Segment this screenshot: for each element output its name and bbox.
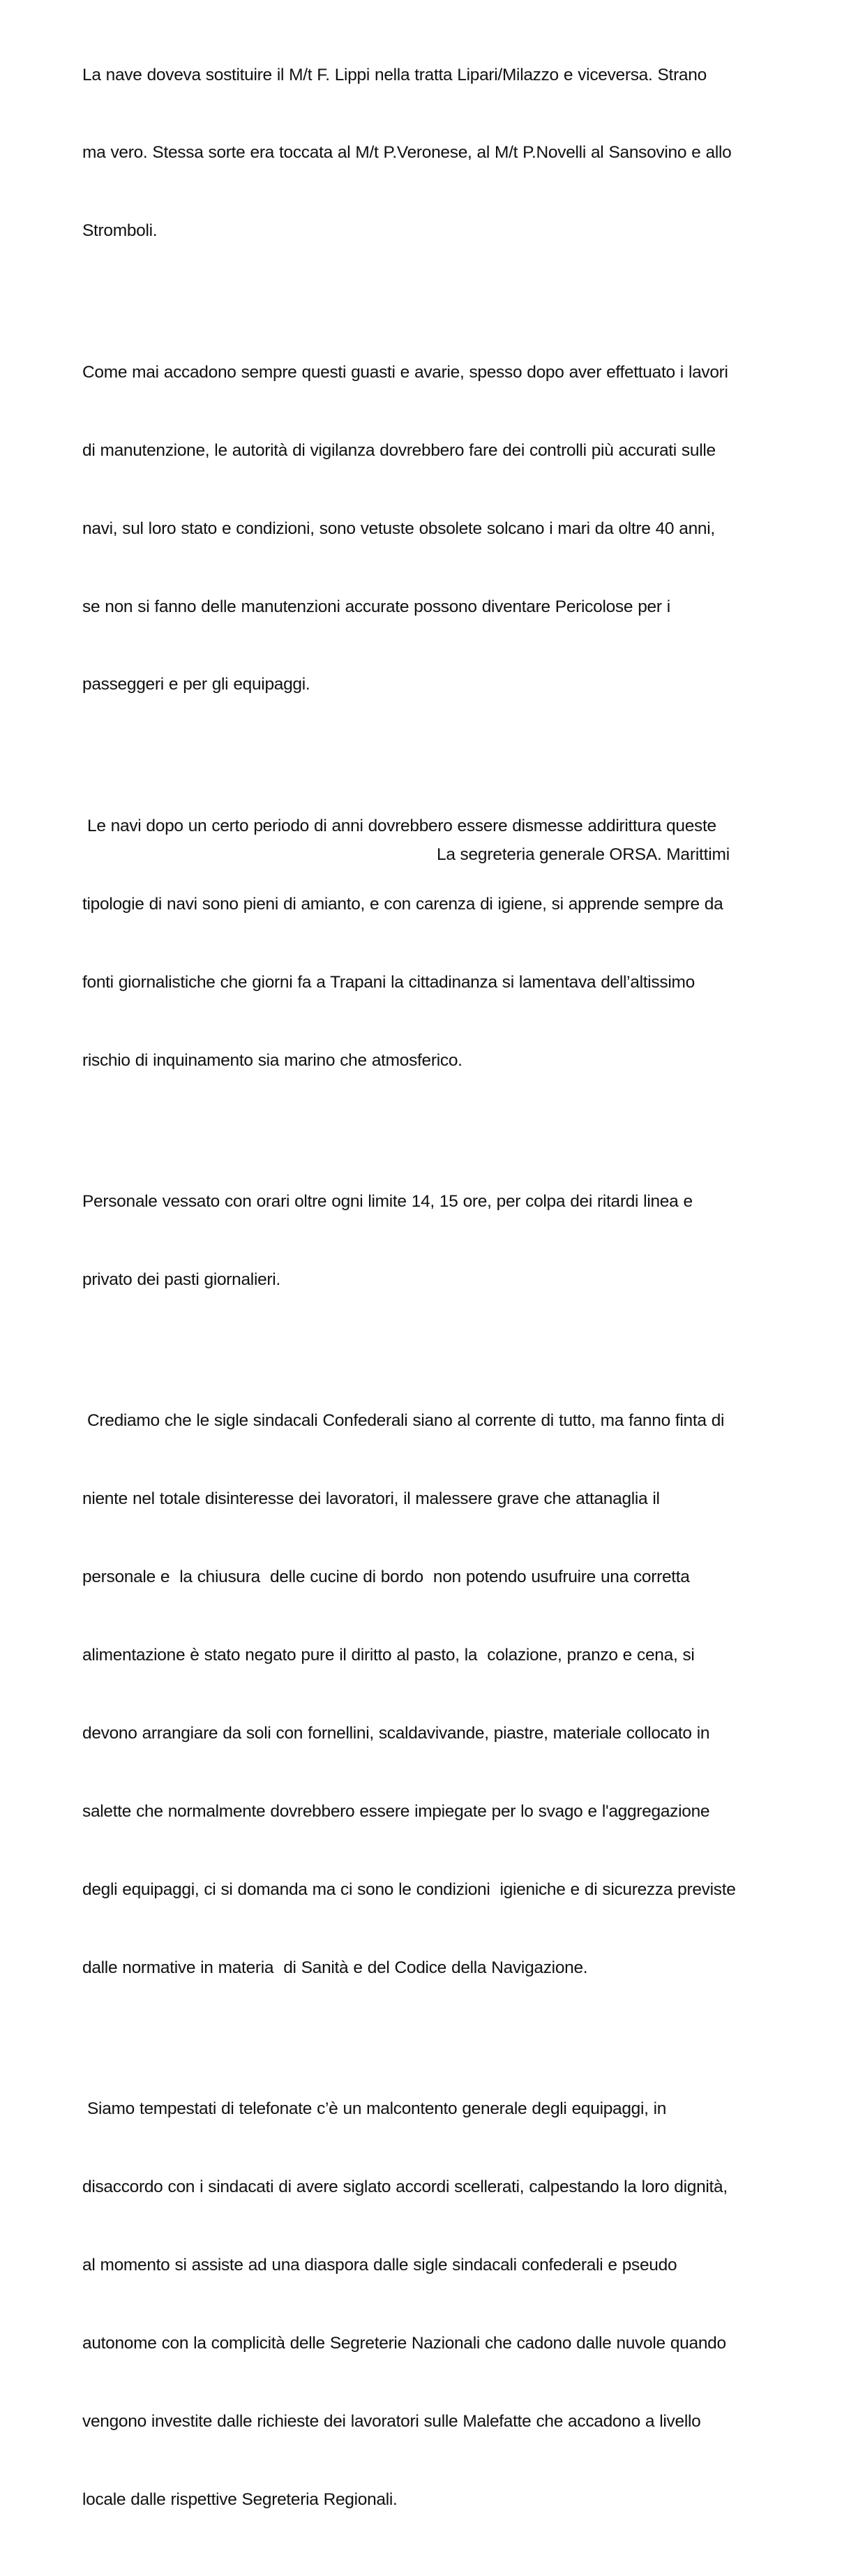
- text-line: degli equipaggi, ci si domanda ma ci sono le condizioni igieniche e di sicurezza previste: [82, 1879, 736, 1899]
- paragraph-decommission: [82, 761, 780, 1125]
- text-line: niente nel totale disinteresse dei lavoratori, il malessere grave che attanaglia il: [82, 1489, 660, 1509]
- signature: La segreteria generale ORSA. Marittimi: [437, 845, 730, 864]
- paragraph-discontent: [82, 2044, 780, 2565]
- paragraph-maintenance: [82, 307, 780, 750]
- text-line: locale dalle rispettive Segreteria Regionali.: [82, 2489, 398, 2509]
- text-line: navi, sul loro stato e condizioni, sono vetuste obsolete solcano i mari da oltre 40 anni,: [82, 519, 715, 538]
- text-line: personale e la chiusura delle cucine di bordo non potendo usufruire una corretta: [82, 1568, 690, 1587]
- text-line: La nave doveva sostituire il M/t F. Lippi nella tratta Lipari/Milazzo e viceversa. Strano: [82, 65, 707, 84]
- text-line: ma vero. Stessa sorte era toccata al M/t P.Veronese, al M/t P.Novelli al Sansovino e allo: [82, 143, 732, 163]
- text-line: se non si fanno delle manutenzioni accurate possono diventare Pericolose per i: [82, 597, 670, 616]
- paragraph-working-hours: [82, 1136, 780, 1344]
- text-line: disaccordo con i sindacati di avere siglato accordi scellerati, calpestando la loro dignità,: [82, 2177, 728, 2197]
- text-line: di manutenzione, le autorità di vigilanza dovrebbero fare dei controlli più accurati sulle: [82, 440, 716, 460]
- text-line: Stromboli.: [82, 221, 158, 241]
- text-line: privato dei pasti giornalieri.: [82, 1270, 280, 1289]
- document-body: [82, 10, 780, 2576]
- text-line: Crediamo che le sigle sindacali Confederali siano al corrente di tutto, ma fanno finta di: [82, 1411, 725, 1431]
- text-line: Personale vessato con orari oltre ogni limite 14, 15 ore, per colpa dei ritardi linea e: [82, 1192, 693, 1212]
- text-line: tipologie di navi sono pieni di amianto, e con carenza di igiene, si apprende sempre da: [82, 894, 723, 914]
- paragraph-ship-replacement: [82, 10, 780, 296]
- text-line: passeggeri e per gli equipaggi.: [82, 675, 310, 694]
- text-line: vengono investite dalle richieste dei lavoratori sulle Malefatte che accadono a livello: [82, 2411, 701, 2431]
- text-line: salette che normalmente dovrebbero essere impiegate per lo svago e l'aggregazione: [82, 1801, 710, 1821]
- text-line: al momento si assiste ad una diaspora dalle sigle sindacali confederali e pseudo: [82, 2255, 677, 2275]
- text-line: fonti giornalistiche che giorni fa a Trapani la cittadinanza si lamentava dell’altissimo: [82, 972, 695, 992]
- text-line: rischio di inquinamento sia marino che atmosferico.: [82, 1050, 462, 1070]
- text-line: Come mai accadono sempre questi guasti e avarie, spesso dopo aver effettuato i lavori: [82, 362, 728, 382]
- text-line: Siamo tempestati di telefonate c’è un malcontento generale degli equipaggi, in: [82, 2099, 667, 2119]
- paragraph-unions: [82, 1356, 780, 2033]
- text-line: devono arrangiare da soli con fornellini, scaldavivande, piastre, materiale collocato in: [82, 1724, 710, 1743]
- text-line: autonome con la complicità delle Segreterie Nazionali che cadono dalle nuvole quando: [82, 2333, 726, 2353]
- text-line: dalle normative in materia di Sanità e del Codice della Navigazione.: [82, 1958, 588, 1977]
- text-line: alimentazione è stato negato pure il diritto al pasto, la colazione, pranzo e cena, si: [82, 1646, 695, 1665]
- text-line: Le navi dopo un certo periodo di anni dovrebbero essere dismesse addirittura queste: [82, 816, 716, 835]
